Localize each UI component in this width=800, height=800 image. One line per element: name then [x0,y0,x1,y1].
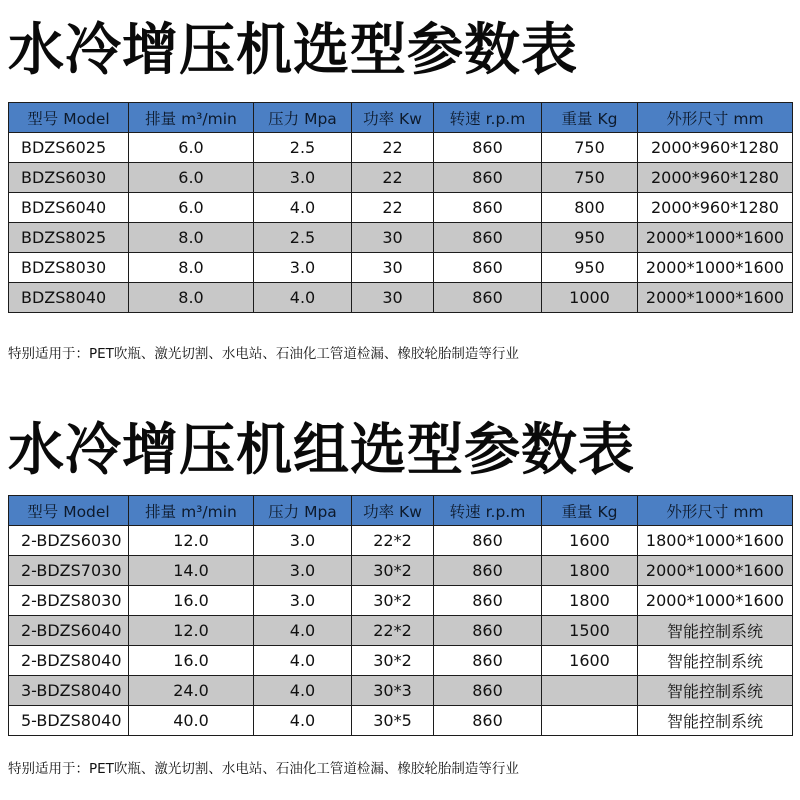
table-cell: 3.0 [254,253,352,283]
table-cell: 智能控制系统 [638,616,793,646]
table-cell: 30 [352,223,434,253]
table-cell: 2000*1000*1600 [638,586,793,616]
column-header: 排量 m³/min [129,103,254,133]
column-header: 外形尺寸 mm [638,103,793,133]
column-header: 转速 r.p.m [434,496,542,526]
table-cell: 6.0 [129,193,254,223]
column-header: 压力 Mpa [254,103,352,133]
table-cell: 750 [542,163,638,193]
spec-table [8,102,793,313]
table-cell: 950 [542,223,638,253]
table-cell: 2000*960*1280 [638,133,793,163]
table-cell: 860 [434,526,542,556]
column-header: 外形尺寸 mm [638,496,793,526]
column-header: 型号 Model [9,103,129,133]
table-cell: 4.0 [254,283,352,313]
table-cell: 30*2 [352,586,434,616]
table-cell: 30*2 [352,556,434,586]
page-title: 水冷增压机选型参数表 [8,18,578,83]
table-cell: 30*2 [352,646,434,676]
table-cell: 800 [542,193,638,223]
table-cell: 2000*1000*1600 [638,283,793,313]
table-cell: 智能控制系统 [638,676,793,706]
table-cell: 30*5 [352,706,434,736]
table-row [9,133,793,163]
table-row [9,706,793,736]
table-cell: 12.0 [129,526,254,556]
table-cell: 3.0 [254,163,352,193]
table-cell: 860 [434,586,542,616]
table-cell: 3.0 [254,556,352,586]
application-note: 特别适用于：PET吹瓶、激光切割、水电站、石油化工管道检漏、橡胶轮胎制造等行业 [8,761,519,777]
table-cell: 22*2 [352,526,434,556]
table-cell: 860 [434,193,542,223]
table-cell [542,676,638,706]
table-cell: 950 [542,253,638,283]
table-cell: 8.0 [129,283,254,313]
table-header-row [9,496,793,526]
table-cell: 1800 [542,586,638,616]
model-cell: BDZS8030 [9,253,129,283]
table-cell: 1800*1000*1600 [638,526,793,556]
table-cell: 1600 [542,646,638,676]
table-cell: 22 [352,133,434,163]
table-row [9,556,793,586]
table-cell: 860 [434,283,542,313]
column-header: 重量 Kg [542,496,638,526]
model-cell: BDZS6040 [9,193,129,223]
model-cell: BDZS6030 [9,163,129,193]
table-cell: 6.0 [129,163,254,193]
table-cell: 860 [434,223,542,253]
table-cell: 4.0 [254,616,352,646]
table-cell: 860 [434,676,542,706]
table-cell: 860 [434,616,542,646]
table-cell: 1600 [542,526,638,556]
table-cell: 3.0 [254,526,352,556]
column-header: 功率 Kw [352,496,434,526]
table-cell: 860 [434,706,542,736]
table-cell: 1500 [542,616,638,646]
table-row [9,163,793,193]
table-cell: 6.0 [129,133,254,163]
table-row [9,646,793,676]
column-header: 功率 Kw [352,103,434,133]
table-cell: 2.5 [254,133,352,163]
table-cell: 8.0 [129,223,254,253]
table-cell: 2000*1000*1600 [638,253,793,283]
table-cell: 860 [434,253,542,283]
table-cell: 2000*960*1280 [638,163,793,193]
column-header: 排量 m³/min [129,496,254,526]
table-cell: 2.5 [254,223,352,253]
table-cell: 860 [434,556,542,586]
table-row [9,586,793,616]
table-cell: 16.0 [129,646,254,676]
table-cell: 12.0 [129,616,254,646]
table-row [9,223,793,253]
table-cell: 3.0 [254,586,352,616]
unit-spec-table [8,495,793,736]
table-cell: 30 [352,253,434,283]
table-cell: 智能控制系统 [638,646,793,676]
model-cell: 2-BDZS7030 [9,556,129,586]
model-cell: BDZS8040 [9,283,129,313]
table-cell: 22 [352,193,434,223]
table-cell: 30*3 [352,676,434,706]
table-row [9,283,793,313]
table-cell: 4.0 [254,646,352,676]
table-cell: 860 [434,646,542,676]
model-cell: 5-BDZS8040 [9,706,129,736]
table-row [9,676,793,706]
table-cell: 860 [434,133,542,163]
table-cell: 智能控制系统 [638,706,793,736]
model-cell: 2-BDZS6040 [9,616,129,646]
table-cell: 4.0 [254,676,352,706]
table-cell: 4.0 [254,193,352,223]
model-cell: BDZS8025 [9,223,129,253]
table-cell: 14.0 [129,556,254,586]
column-header: 型号 Model [9,496,129,526]
table-cell: 40.0 [129,706,254,736]
table-cell: 2000*1000*1600 [638,223,793,253]
table-cell: 750 [542,133,638,163]
table-cell: 4.0 [254,706,352,736]
table-row [9,616,793,646]
table-cell: 8.0 [129,253,254,283]
model-cell: 2-BDZS8030 [9,586,129,616]
model-cell: 2-BDZS8040 [9,646,129,676]
table-cell: 24.0 [129,676,254,706]
table-row [9,526,793,556]
table-cell [542,706,638,736]
table-cell: 22*2 [352,616,434,646]
application-note: 特别适用于：PET吹瓶、激光切割、水电站、石油化工管道检漏、橡胶轮胎制造等行业 [8,346,519,362]
table-cell: 22 [352,163,434,193]
table-cell: 1000 [542,283,638,313]
section-title: 水冷增压机组选型参数表 [8,418,635,483]
model-cell: 3-BDZS8040 [9,676,129,706]
model-cell: BDZS6025 [9,133,129,163]
column-header: 转速 r.p.m [434,103,542,133]
table-cell: 860 [434,163,542,193]
table-cell: 2000*960*1280 [638,193,793,223]
table-header-row [9,103,793,133]
column-header: 重量 Kg [542,103,638,133]
model-cell: 2-BDZS6030 [9,526,129,556]
table-cell: 16.0 [129,586,254,616]
table-cell: 1800 [542,556,638,586]
table-row [9,193,793,223]
table-row [9,253,793,283]
table-cell: 2000*1000*1600 [638,556,793,586]
column-header: 压力 Mpa [254,496,352,526]
table-cell: 30 [352,283,434,313]
